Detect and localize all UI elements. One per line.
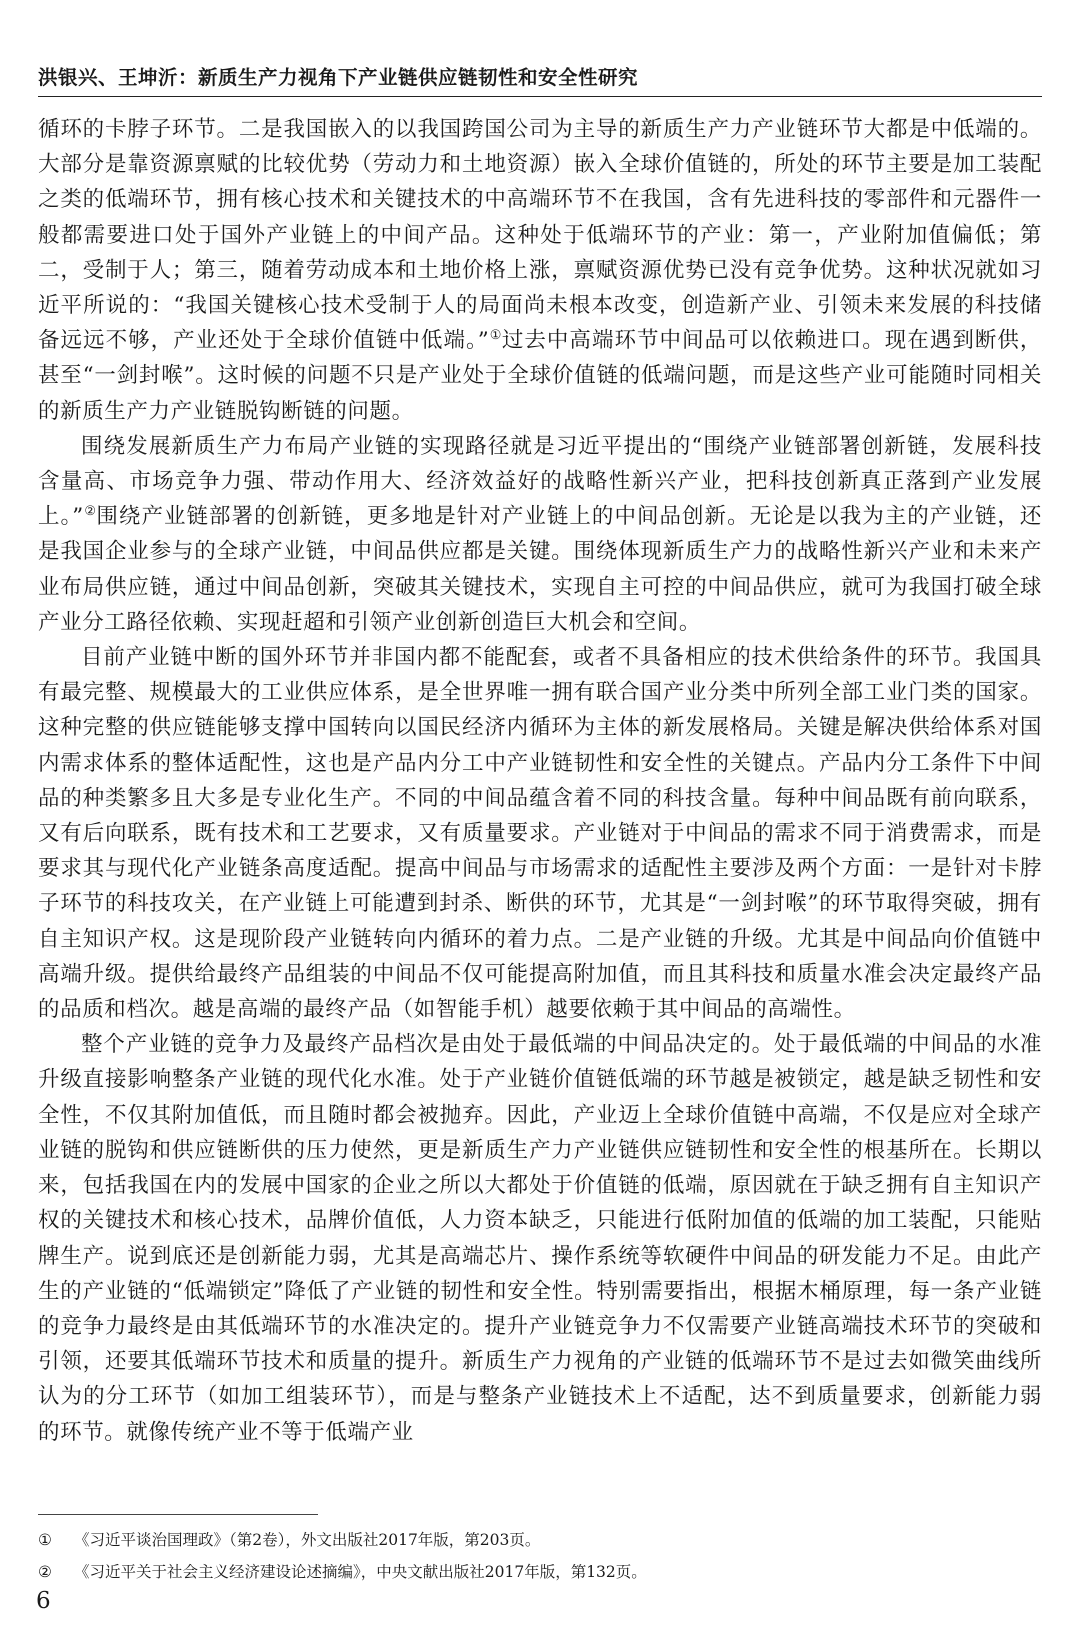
- paragraph-3: 目前产业链中断的国外环节并非国内都不能配套，或者不具备相应的技术供给条件的环节。我国具有最完整、规模最大的工业供应体系，是全世界唯一拥有联合国产业分类中所列全部工业门类的国家。这种完整的供应链能够支撑中国转向以国民经济内循环为主体的新发展格局。关键是解决供给体系对国内需求体系的整体适配性，这也是产品内分工中产业链韧性和安全性的关键点。产品内分工条件下中间品的种类繁多且大多是专业化生产。不同的中间品蕴含着不同的科技含量。每种中间品既有前向联系，又有后向联系，既有技术和工艺要求，又有质量要求。产业链对于中间品的需求不同于消费需求，而是要求其与现代化产业链条高度适配。提高中间品与市场需求的适配性主要涉及两个方面：一是针对卡脖子环节的科技攻关，在产业链上可能遭到封杀、断供的环节，尤其是“一剑封喉”的环节取得突破，拥有自主知识产权。这是现阶段产业链转向内循环的着力点。二是产业链的升级。尤其是中间品向价值链中高端升级。提供给最终产品组装的中间品不仅可能提高附加值，而且其科技和质量水准会决定最终产品的品质和档次。越是高端的最终产品（如智能手机）越要依赖于其中间品的高端性。: [38, 645, 1042, 1023]
- paragraph-1: [38, 112, 1042, 429]
- article-body: [38, 112, 1042, 1450]
- running-title: 洪银兴、王坤沂：新质生产力视角下产业链供应链韧性和安全性研究: [38, 66, 639, 89]
- paragraph-1-part-a: 循环的卡脖子环节。二是我国嵌入的以我国跨国公司为主导的新质生产力产业链环节大都是中低端的。大部分是靠资源禀赋的比较优势（劳动力和土地资源）嵌入全球价值链的，所处的环节主要是加工装配之类的低端环节，拥有核心技术和关键技术的中高端环节不在我国，含有先进科技的零部件和元器件一般都需要进口处于国外产业链上的中间产品。这种处于低端环节的产业：第一，产业附加值偏低；第二，受制于人；第三，随着劳动成本和土地价格上涨，禀赋资源优势已没有竞争优势。这种状况就如习近平所说的：“我国关键核心技术受制于人的局面尚未根本改变，创造新产业、引领未来发展的科技储备远远不够，产业还处于全球价值链中低端。”: [38, 117, 1042, 354]
- footnote-ref-2[interactable]: ②: [83, 504, 97, 520]
- paragraph-1-part-b: 过去中高端环节中间品可以依赖进口。现在遇到断供，甚至“一剑封喉”。这时候的问题不只是产业处于全球价值链的低端问题，而是这些产业可能随时同相关的新质生产力产业链脱钩断链的问题。: [38, 328, 1043, 424]
- footnote-mark: ②: [38, 1563, 52, 1581]
- paragraph-2: [38, 429, 1042, 640]
- footnote-1: [38, 1524, 1042, 1556]
- header-rule: [38, 96, 1042, 97]
- paragraph-2-part-a: 围绕发展新质生产力布局产业链的实现路径就是习近平提出的“围绕产业链部署创新链，发展科技含量高、市场竞争力强、带动作用大、经济效益好的战略性新兴产业，把科技创新真正落到产业发展上。”: [38, 433, 1042, 530]
- footnote-text: 《习近平关于社会主义经济建设论述摘编》，中央文献出版社2017年版，第132页。: [74, 1563, 647, 1581]
- footnotes: [38, 1524, 1042, 1588]
- footnote-ref-1[interactable]: ①: [489, 328, 502, 344]
- footnote-text: 《习近平谈治国理政》（第2卷），外文出版社2017年版，第203页。: [74, 1531, 541, 1549]
- footnote-rule: [38, 1514, 318, 1515]
- paragraph-2-part-b: 围绕产业链部署的创新链，更多地是针对产业链上的中间品创新。无论是以我为主的产业链，还是我国企业参与的全球产业链，中间品供应都是关键。围绕体现新质生产力的战略性新兴产业和未来产业布局供应链，通过中间品创新，突破其关键技术，实现自主可控的中间品供应，就可为我国打破全球产业分工路径依赖、实现赶超和引领产业创新创造巨大机会和空间。: [38, 504, 1042, 635]
- footnote-2: [38, 1556, 1042, 1588]
- page-number: 6: [36, 1588, 51, 1614]
- paragraph-4: 整个产业链的竞争力及最终产品档次是由处于最低端的中间品决定的。处于最低端的中间品的水准升级直接影响整条产业链的现代化水准。处于产业链价值链低端的环节越是被锁定，越是缺乏韧性和安全性，不仅其附加值低，而且随时都会被抛弃。因此，产业迈上全球价值链中高端，不仅是应对全球产业链的脱钩和供应链断供的压力使然，更是新质生产力产业链供应链韧性和安全性的根基所在。长期以来，包括我国在内的发展中国家的企业之所以大都处于价值链的低端，原因就在于缺乏拥有自主知识产权的关键技术和核心技术，品牌价值低，人力资本缺乏，只能进行低附加值的低端的加工装配，只能贴牌生产。说到底还是创新能力弱，尤其是高端芯片、操作系统等软硬件中间品的研发能力不足。由此产生的产业链的“低端锁定”降低了产业链的韧性和安全性。特别需要指出，根据木桶原理，每一条产业链的竞争力最终是由其低端环节的水准决定的。提升产业链竞争力不仅需要产业链高端技术环节的突破和引领，还要其低端环节技术和质量的提升。新质生产力视角的产业链的低端环节不是过去如微笑曲线所认为的分工环节（如加工组装环节），而是与整条产业链技术上不适配，达不到质量要求，创新能力弱的环节。就像传统产业不等于低端产业: [38, 1032, 1042, 1445]
- footnote-mark: ①: [38, 1531, 52, 1549]
